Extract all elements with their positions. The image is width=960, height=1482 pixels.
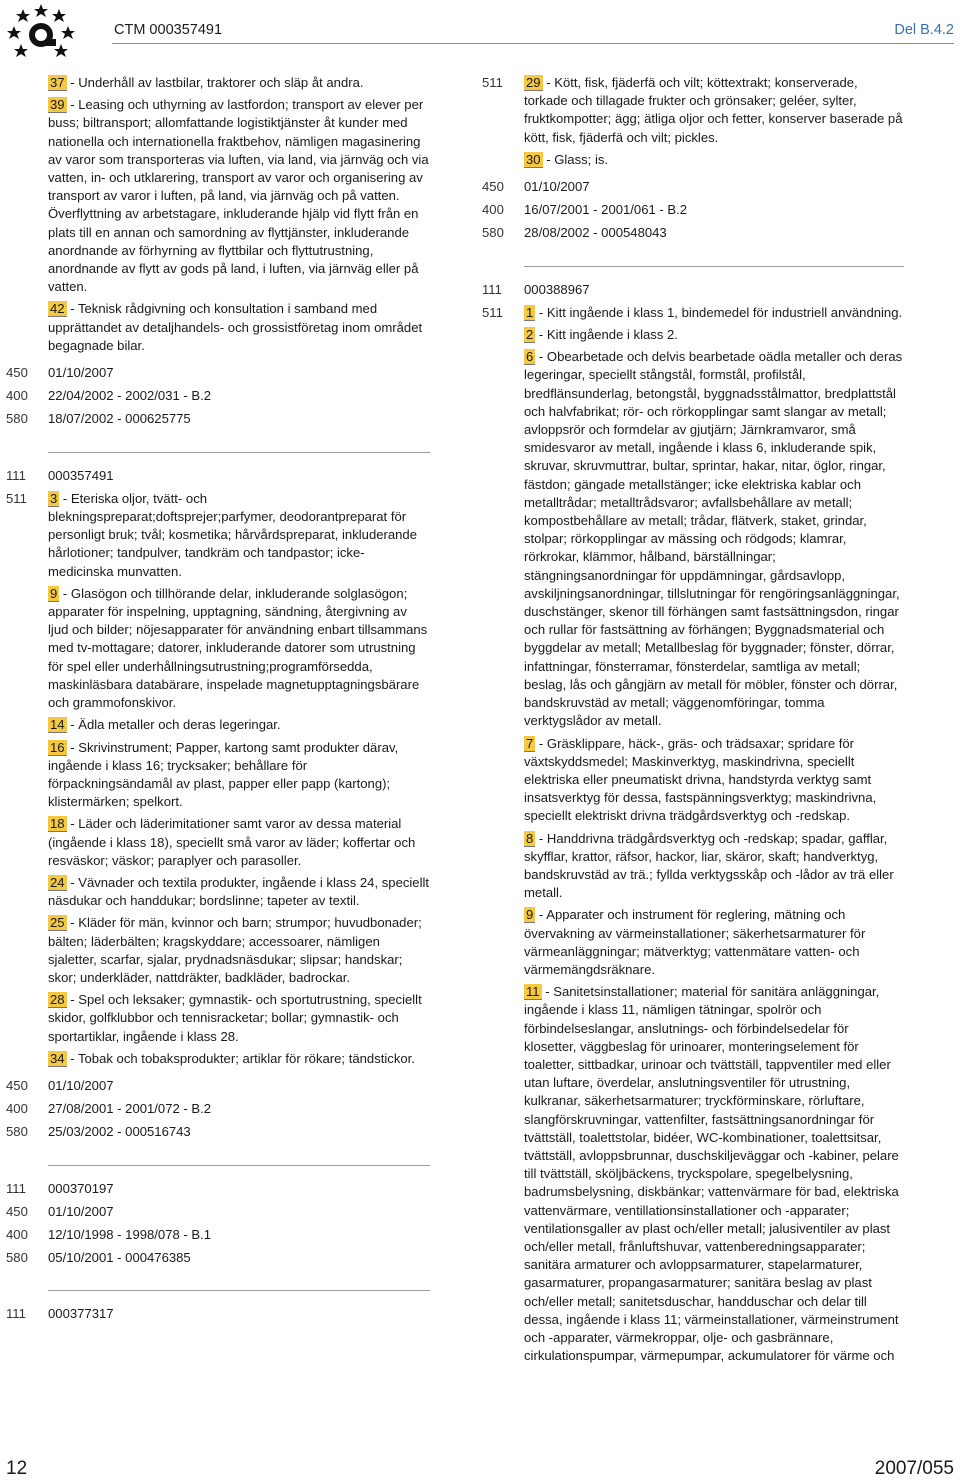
meta-row: [6, 387, 430, 405]
field-code: 111: [6, 1180, 26, 1196]
class-entry: [524, 151, 904, 169]
class-description: - Obearbetade och delvis bearbetade oädla metaller och deras legeringar, speciellt stångstål, formstål, profilstål, bredflänsunderlag, betongstål, byggnadsstålmattor, bredplattstål och halvfabrikat; rör- och rörkopplingar samt slangar av metall; avloppsrör och formdelar av gjutjärn; Järnkramvaror, små smidesvaror av metall, ingående i klass 6, inkluderande spik, skruvar, skruvmuttrar, bultar, sprintar, hakar, nitar, öglor, ringar, fästdon; gängade metallstänger; icke elektriska kablar och metalltrådar; metalltrådsvaror; avfallsbehållare av metall; kompostbehållare av metall; trådar, flätverk, staket, grindar, stolpar; rörkopplingar av mässing och rödgods; klamrar, rörkrokar, klämmor, hålband, bärställningar; stängningsanordningar för uppdämningar, gårdsavlopp, avskiljningsanordningar, tillslutningar för rengöringsanläggningar, duschstänger, skenor till förhängen samt fastsättningsdon, ringar och rullar för fastsättning av förhängen; Byggnadsmaterial och byggdelar av metall; Metallbeslag för byggnader; fönster, dörrar, infattningar, fönsterramar, fönsterdelar, samtliga av metall; beslag, lås och gångjärn av metall för möbler, fönster och dörrar, bandskruvstäd av metall; väggenomföringar, tomma verktygslådor av metall.: [524, 349, 903, 729]
field-code: 111: [6, 1306, 26, 1322]
field-value: 000357491: [48, 467, 114, 483]
field-code: 580: [6, 1250, 28, 1266]
class-entry: [524, 906, 904, 979]
class-number: 6: [526, 349, 534, 365]
class-number: 9: [526, 907, 534, 923]
class-entry: [48, 991, 430, 1046]
class-number: 7: [526, 735, 534, 751]
class-entry: [524, 304, 904, 322]
class-description: - Glass; is.: [542, 151, 609, 167]
field-value: 16/07/2001 - 2001/061 - B.2: [524, 202, 688, 218]
class-number: 39: [50, 97, 65, 113]
field-value: 000370197: [48, 1180, 114, 1196]
class-number: 9: [50, 585, 58, 601]
class-entry: [524, 348, 904, 730]
class-entry: [48, 300, 430, 355]
meta-row: [6, 1203, 430, 1221]
class-entry: [524, 74, 904, 147]
meta-row: [6, 1226, 430, 1244]
goods-services-row: [482, 74, 904, 173]
class-number: 3: [50, 490, 58, 506]
class-description: - Leasing och uthyrning av lastfordon; transport av elever per buss; biltransport; allomfattande logistiktjänster åt kunder med nationella och internationella fraktbehov, nämligen magasinering av varor som transporteras via luften, via land, via järnväg och via vatten, in- och utklarering, transport av varor och organisering av transport av varor i luften, på land, via järnväg och på vatten. Överflyttning av arbetstagare, inkluderande hjälp vid flytt från en plats till en annan och samordning av flyttjänster, inkluderande anordnande av förhyrning av flyttbilar och flyttutrustning, anordnande av flytt av gods på land, i luften, via järnväg eller på vatten.: [48, 97, 429, 295]
meta-row: [6, 467, 430, 485]
meta-row: [482, 281, 904, 299]
field-code: 400: [6, 1226, 28, 1242]
class-description: - Kött, fisk, fjäderfä och vilt; köttextrakt; konserverade, torkade och tillagade frukter och grönsaker; geléer, sylter, fruktkompotter; ägg; ätliga oljor och fetter, konserver baserade på kött, fisk, fjäderfä och vilt; pickles.: [524, 75, 903, 145]
field-code: 580: [482, 225, 504, 241]
class-number: 42: [50, 301, 65, 317]
class-entry: [48, 716, 430, 734]
field-code: 580: [6, 411, 28, 427]
field-value: 000377317: [48, 1306, 114, 1322]
section-divider: [48, 1290, 430, 1291]
goods-services-row: [6, 490, 430, 1072]
field-value: 01/10/2007: [48, 1203, 114, 1219]
class-entry: [48, 914, 430, 987]
class-description: - Eteriska oljor, tvätt- och blekningspreparat;doftsprejer;parfymer, deodorantpreparat för personligt bruk; tvål; kosmetika; hårvårdspreparat, inkluderande hårlotioner; tandpulver, tandkräm och tandpastor; icke-medicinska munvatten.: [48, 490, 417, 579]
class-description: - Kitt ingående i klass 2.: [535, 327, 678, 343]
class-entry: [524, 983, 904, 1365]
goods-list: [48, 74, 430, 359]
class-entry: [524, 326, 904, 344]
header-divider: [112, 43, 954, 44]
class-number: 37: [50, 75, 65, 90]
section-divider: [48, 452, 430, 453]
part-label: Del B.4.2: [894, 22, 954, 38]
class-entry: [48, 1050, 430, 1068]
class-description: - Ädla metaller och deras legeringar.: [66, 717, 281, 733]
page-header: [0, 0, 960, 70]
field-code: 450: [482, 179, 504, 195]
class-description: - Läder och läderimitationer samt varor av dessa material (ingående i klass 18), speciellt små varor av läder; koffertar och resväskor; väskor; paraplyer och parasoller.: [48, 816, 416, 868]
field-value: 05/10/2001 - 000476385: [48, 1250, 191, 1266]
meta-row: [482, 178, 904, 196]
meta-row: [6, 1123, 430, 1141]
meta-row: [6, 1077, 430, 1095]
class-entry: [48, 739, 430, 812]
field-code: 450: [6, 1077, 28, 1093]
field-code: 580: [6, 1124, 28, 1140]
field-value: 01/10/2007: [48, 1077, 114, 1093]
class-description: - Apparater och instrument för reglering, mätning och övervakning av värmeinstallationer; säkerhetsarmaturer för värmeanläggningar; mätverktyg; vattenmätare vatten- och värmemängdsräknare.: [524, 907, 866, 977]
class-entry: [524, 735, 904, 826]
meta-row: [6, 410, 430, 428]
goods-list: [48, 490, 430, 1072]
goods-list: [524, 74, 904, 173]
class-description: - Skrivinstrument; Papper, kartong samt produkter därav, ingående i klass 16; trycksaker; behållare för förpackningsändamål av plast, papper eller papp (kartong); klistermärken; spelkort.: [48, 739, 399, 810]
field-value: 01/10/2007: [524, 179, 590, 195]
goods-services-row: [482, 304, 904, 1370]
meta-row: [482, 201, 904, 219]
field-value: 25/03/2002 - 000516743: [48, 1124, 191, 1140]
field-value: 22/04/2002 - 2002/031 - B.2: [48, 388, 212, 404]
class-description: - Underhåll av lastbilar, traktorer och släp åt andra.: [66, 75, 364, 90]
goods-services-continuation: [6, 74, 430, 359]
class-entry: [48, 815, 430, 870]
class-number: 2: [526, 327, 534, 343]
class-description: - Vävnader och textila produkter, ingående i klass 24, speciellt näsdukar och handdukar; bordslinne; tapeter av textil.: [48, 874, 430, 909]
goods-list: [524, 304, 904, 1370]
meta-row: [6, 364, 430, 382]
class-description: - Sanitetsinstallationer; material för sanitära anläggningar, ingående i klass 11, nämligen tätningar, spolrör och förbindelseslangar, anslutnings- och förbindelsedelar för klosetter, väggbeslag för urinoarer, monteringselement för toaletter, sittbadkar, urinoar och tvättställ, tappventiler med eller utan luftare, överdelar, anslutningsventiler för utrustning, kulkranar, säkerhetsarmaturer; tryckförminskare, rörluftare, slangförskruvningar, vattenfilter, fastsättningsanordningar för tvättställ, toalettstolar, bidéer, WC-kombinationer, toalettsitsar, tvättställ, avloppsbrunnar, duschskiljeväggar och -kabiner, pelare till tvättställ, sköljbäckens, tryckspolare, spegelbelysning, badrumsbelysning, diskbänkar; vattenvärmare för bad, elektriska vattenvärmare, ventillationsinstallationer och -apparater; ventilationsgaller av plast och/eller metall; jalusiventiler av plast och/eller metall, frånluftshuvar, vattenberedningsapparater; sanitära armaturer och avloppsarmaturer, stapelarmaturer, gasarmaturer, propangasarmaturer; sanitära beslag av plast och/eller metall; sanitetsduschar, handduschar och delar till dessa, ingående i klass 11; värmeinstallationer, värmeinstrument och -apparater, värmekroppar, olje- och gasbrännare, cirkulationspumpar, värmepumpar, ackumulatorer för värme och: [524, 984, 899, 1364]
class-description: - Glasögon och tillhörande delar, inkluderande solglasögon; apparater för inspelning, upptagning, sändning, återgivning av ljud och bilder; nöjesapparater för användning enbart tillsammans med tv-mottagare; datorer, inkluderande datorer som utrustning för spel eller underhållningsutrustning;programförsedda, maskinläsbara databärare, inspelade magnetupptagningsbärare och grammofonskivor.: [48, 585, 428, 711]
class-number: 8: [526, 830, 534, 846]
field-value: 000388967: [524, 281, 590, 297]
class-number: 25: [50, 915, 65, 931]
class-description: - Kläder för män, kvinnor och barn; strumpor; huvudbonader; bälten; läderbälten; kragskyddare; accessoarer, nämligen sjaletter, scarfar, sjalar, prydnadsnäsdukar; slipsar; handskar; skor; underkläder, nattdräkter, badkläder, badrockar.: [48, 915, 422, 985]
field-code: 111: [6, 467, 26, 483]
field-code: 400: [6, 1101, 28, 1117]
class-number: 16: [50, 739, 65, 755]
class-number: 24: [50, 874, 65, 890]
class-entry: [48, 585, 430, 712]
left-column: [6, 74, 430, 1329]
field-value: 01/10/2007: [48, 365, 114, 381]
field-code: 511: [482, 75, 503, 90]
meta-row: [6, 1249, 430, 1267]
class-description: - Tobak och tobaksprodukter; artiklar för rökare; tändstickor.: [66, 1050, 415, 1066]
class-number: 1: [526, 304, 534, 320]
field-value: 27/08/2001 - 2001/072 - B.2: [48, 1101, 212, 1117]
page-number: 12: [6, 1458, 28, 1479]
meta-row: [6, 1305, 430, 1323]
field-value: 12/10/1998 - 1998/078 - B.1: [48, 1226, 212, 1242]
class-description: - Spel och leksaker; gymnastik- och sportutrustning, speciellt skidor, golfklubbor och tennisracketar; bollar; gymnastik- och sportartiklar, ingående i klass 28.: [48, 992, 422, 1044]
class-description: - Teknisk rådgivning och konsultation i samband med upprättandet av detaljhandels- och grossistföretag inom området begagnade bilar.: [48, 301, 423, 353]
bulletin-issue: 2007/055: [874, 1458, 954, 1479]
class-number: 34: [50, 1050, 65, 1066]
field-code: 450: [6, 1203, 28, 1219]
class-description: - Gräsklippare, häck-, gräs- och trädsaxar; spridare för växtskyddsmedel; Maskinverktyg, maskindrivna, speciellt elektriska eller pneumatiskt drivna, handstyrda verktyg samt insatsverktyg för dessa, fastspänningsverktyg; maskindrivna, speciellt elektriskt drivna trädgårdsverktyg och -redskap.: [524, 735, 877, 824]
document-title: CTM 000357491: [114, 22, 223, 38]
class-entry: [48, 74, 430, 92]
ohim-logo-icon: [6, 2, 76, 64]
class-number: 29: [526, 75, 541, 90]
class-description: - Handdrivna trädgårdsverktyg och -redskap; spadar, gafflar, skyfflar, krattor, räfsor, hackor, liar, skäror, skaft; handverktyg, bandskruvstäd av trä.; fyllda verktygsskåp och -lådor av trä eller metall.: [524, 830, 894, 901]
meta-row: [6, 1100, 430, 1118]
class-description: - Kitt ingående i klass 1, bindemedel för industriell användning.: [535, 304, 903, 320]
section-divider: [524, 266, 904, 267]
class-number: 11: [526, 984, 540, 1000]
field-code: 511: [482, 304, 503, 320]
class-number: 28: [50, 992, 65, 1008]
meta-row: [6, 1180, 430, 1198]
meta-row: [482, 224, 904, 242]
field-code: 450: [6, 365, 28, 381]
class-entry: [48, 874, 430, 910]
class-number: 14: [50, 717, 65, 733]
right-column: [482, 74, 904, 1369]
section-divider: [48, 1165, 430, 1166]
field-value: 28/08/2002 - 000548043: [524, 225, 667, 241]
field-code: 511: [6, 490, 27, 506]
class-entry: [48, 96, 430, 296]
field-code: 400: [482, 202, 504, 218]
field-value: 18/07/2002 - 000625775: [48, 411, 191, 427]
class-number: 18: [50, 816, 65, 832]
field-code: 111: [482, 281, 502, 297]
class-number: 30: [526, 151, 541, 167]
field-code: 400: [6, 388, 28, 404]
class-entry: [524, 830, 904, 903]
class-entry: [48, 490, 430, 581]
